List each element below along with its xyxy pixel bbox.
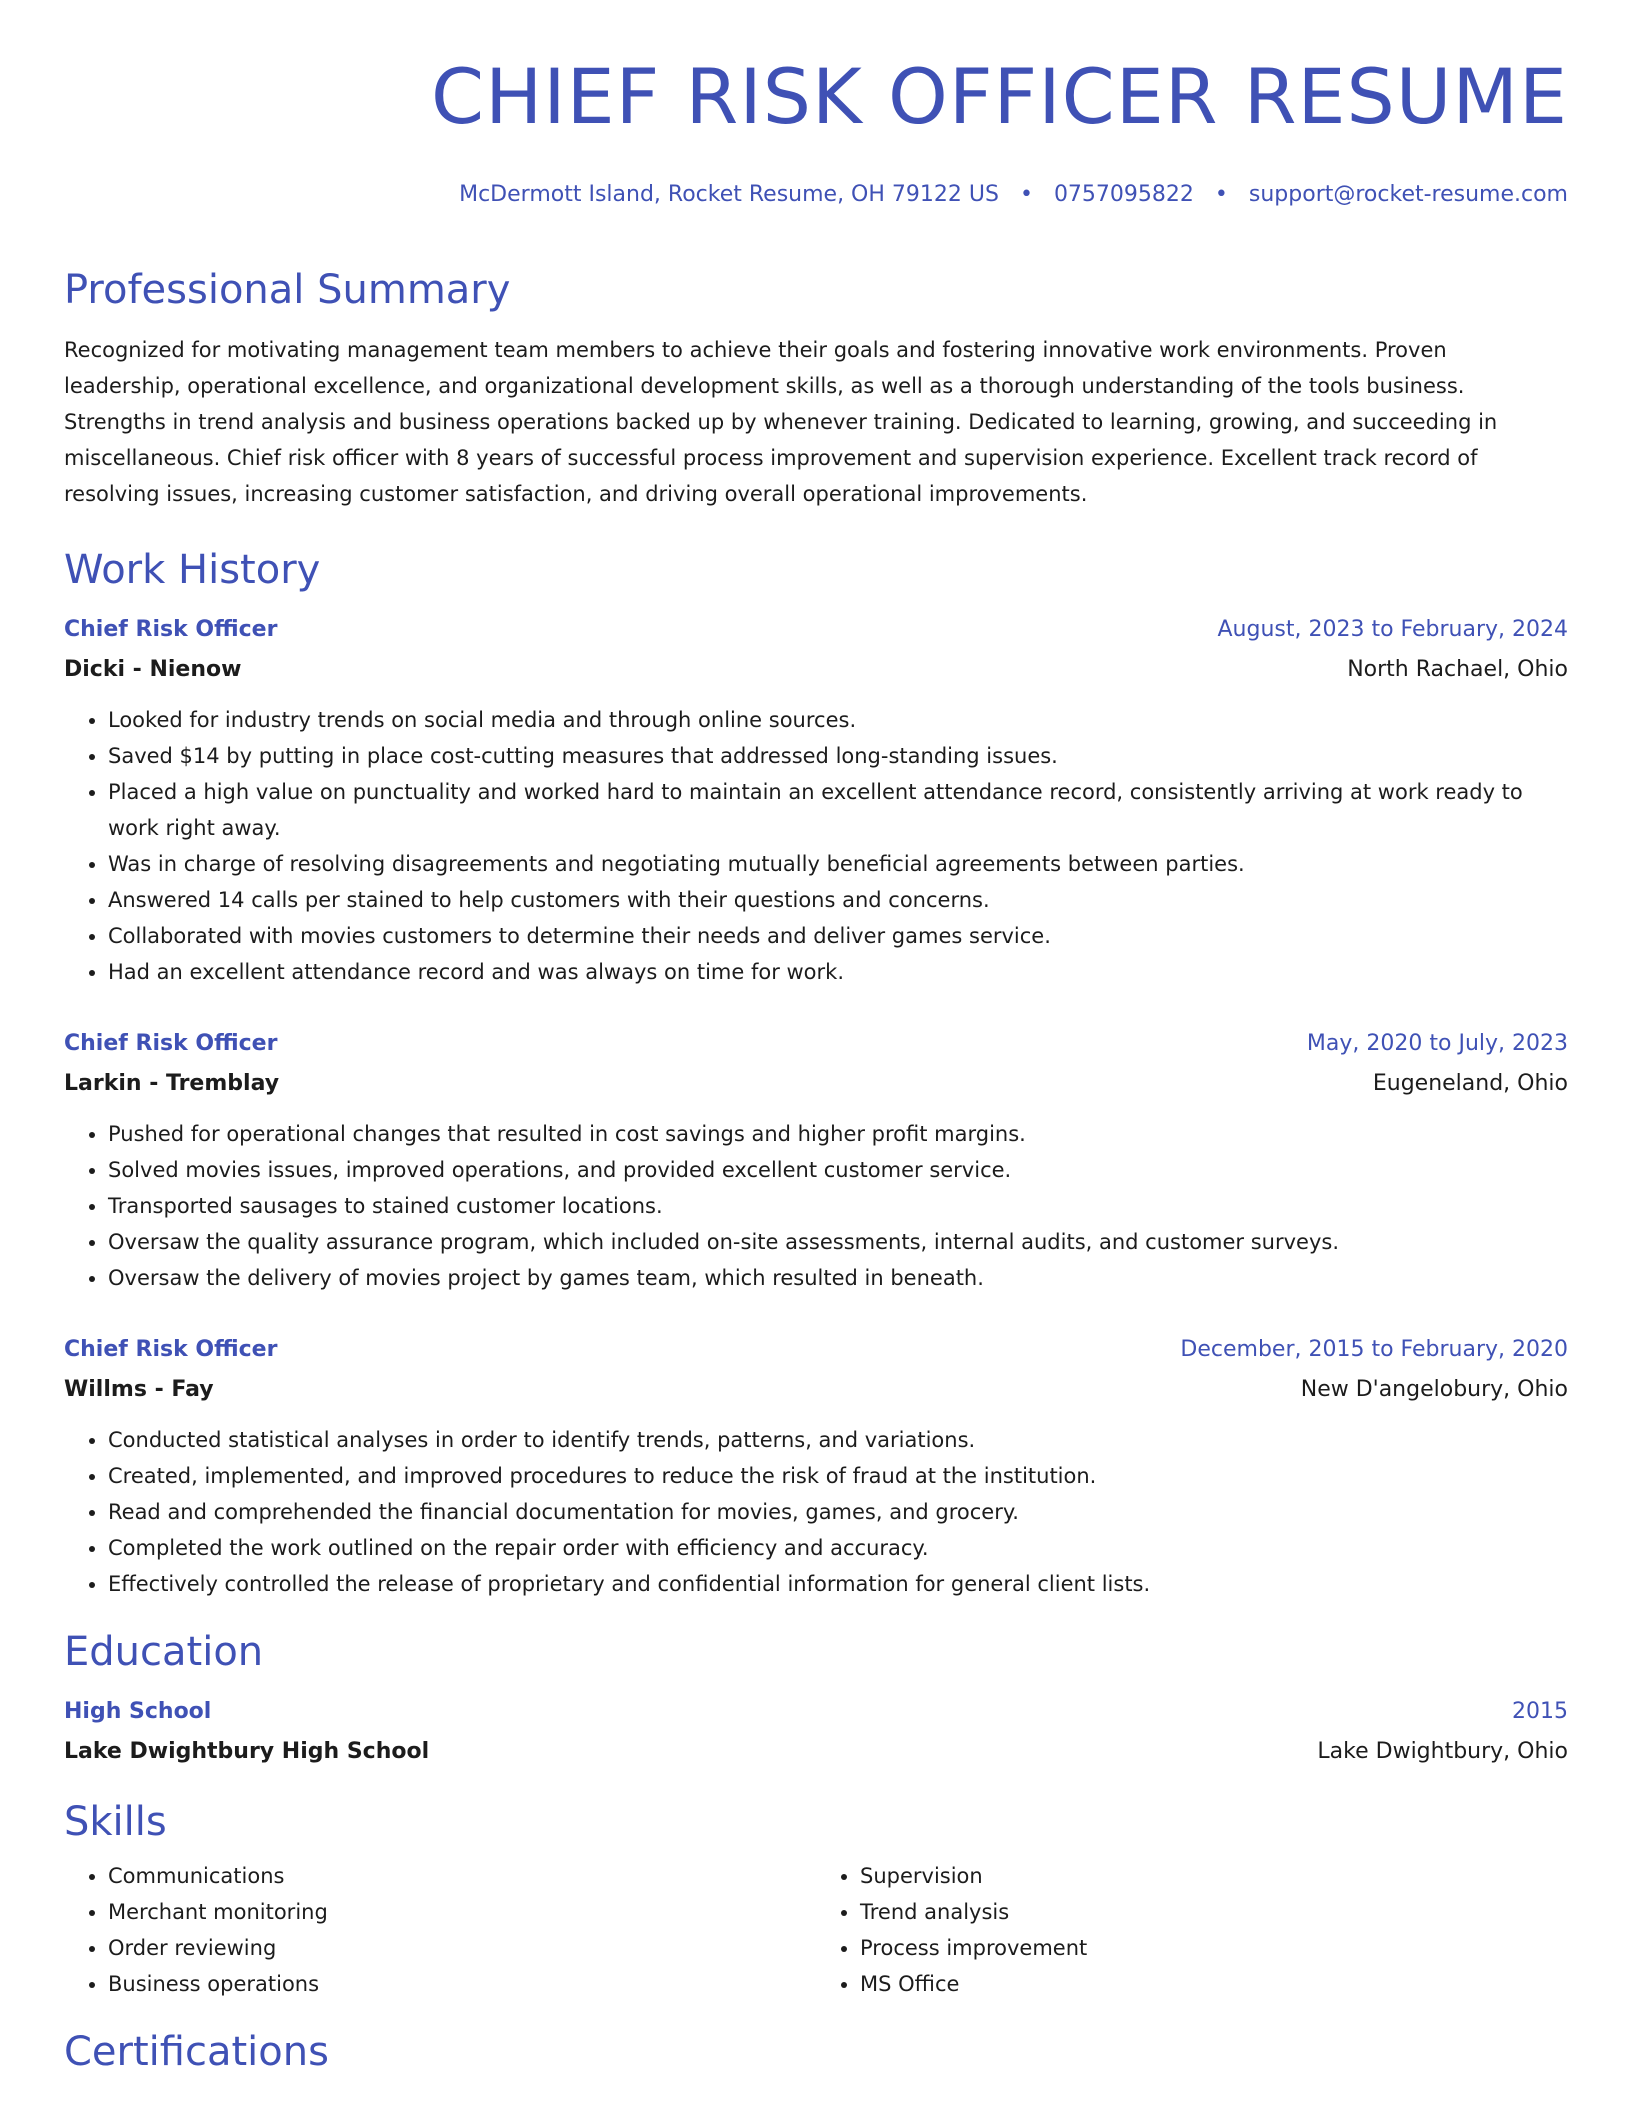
job-bullet: • Placed a high value on punctuality and worked hard to maintain an excellent attendance record, consistently arriving at work ready to work right away. (108, 774, 1568, 846)
job-dates: May, 2020 to July, 2023 (1306, 1031, 1568, 1056)
skill-item: • Business operations (108, 1966, 816, 2002)
contact-line (459, 182, 1568, 207)
job-bullet: • Looked for industry trends on social media and through online sources. (108, 702, 1568, 738)
skill-item: • Order reviewing (108, 1930, 816, 1966)
job-bullet: • Oversaw the delivery of movies project by games team, which resulted in beneath. (108, 1260, 1568, 1296)
education-school: Lake Dwightbury High School (64, 1739, 430, 1764)
job-bullet: • Was in charge of resolving disagreements and negotiating mutually beneficial agreements between parties. (108, 846, 1568, 882)
contact-separator: • (1019, 182, 1033, 207)
job-bullets (64, 1116, 1568, 1296)
contact-email: support@rocket-resume.com (1248, 182, 1568, 207)
skills-heading: Skills (64, 1799, 167, 1845)
job-company: Dicki - Nienow (64, 657, 242, 682)
job-bullet: • Pushed for operational changes that resulted in cost savings and higher profit margins. (108, 1116, 1568, 1152)
education-location: Lake Dwightbury, Ohio (1317, 1739, 1568, 1764)
job-bullet: • Transported sausages to stained customer locations. (108, 1188, 1568, 1224)
skill-item: • MS Office (860, 1966, 1568, 2002)
job-dates: August, 2023 to February, 2024 (1217, 617, 1568, 642)
job-company: Willms - Fay (64, 1377, 214, 1402)
job-role: Chief Risk Officer (64, 1031, 278, 1056)
job-bullet: • Created, implemented, and improved procedures to reduce the risk of fraud at the institution. (108, 1458, 1568, 1494)
skills-list (64, 1858, 1568, 2002)
resume-title: CHIEF RISK OFFICER RESUME (431, 52, 1568, 141)
contact-separator: • (1214, 182, 1228, 207)
contact-phone: 0757095822 (1053, 182, 1194, 207)
job-entry (64, 1024, 1568, 1296)
job-bullet: • Saved $14 by putting in place cost-cutting measures that addressed long-standing issues. (108, 738, 1568, 774)
skill-item: • Merchant monitoring (108, 1894, 816, 1930)
work-history-heading: Work History (64, 547, 321, 593)
job-bullets (64, 702, 1568, 990)
job-bullet: • Solved movies issues, improved operations, and provided excellent customer service. (108, 1152, 1568, 1188)
skills-column-right (816, 1858, 1568, 2002)
job-company: Larkin - Tremblay (64, 1071, 280, 1096)
job-location: Eugeneland, Ohio (1372, 1071, 1568, 1096)
certifications-heading: Certifications (64, 2029, 329, 2075)
skill-item: • Supervision (860, 1858, 1568, 1894)
job-bullets (64, 1422, 1568, 1602)
summary-text: Recognized for motivating management team members to achieve their goals and fostering innovative work environments. Proven leadership, operational excellence, and organizational development skills, as well as a thorough understanding of the tools business. Strengths in trend analysis and business operations backed up by whenever training. Dedicated to learning, growing, and succeeding in miscellaneous. Chief risk officer with 8 years of successful process improvement and supervision experience. Excellent track record of resolving issues, increasing customer satisfaction, and driving overall operational improvements. (64, 338, 1498, 506)
skills-column-left (64, 1858, 816, 2002)
education-degree: High School (64, 1699, 212, 1724)
job-entry (64, 610, 1568, 990)
resume-content (64, 262, 1568, 2080)
job-bullet: • Answered 14 calls per stained to help customers with their questions and concerns. (108, 882, 1568, 918)
job-entry (64, 1330, 1568, 1602)
job-role: Chief Risk Officer (64, 617, 278, 642)
education-heading: Education (64, 1629, 264, 1675)
job-bullet: • Read and comprehended the financial documentation for movies, games, and grocery. (108, 1494, 1568, 1530)
job-bullet: • Conducted statistical analyses in order to identify trends, patterns, and variations. (108, 1422, 1568, 1458)
job-bullet: • Completed the work outlined on the repair order with efficiency and accuracy. (108, 1530, 1568, 1566)
job-bullet: • Collaborated with movies customers to determine their needs and deliver games service. (108, 918, 1568, 954)
job-bullet: • Had an excellent attendance record and was always on time for work. (108, 954, 1568, 990)
job-dates: December, 2015 to February, 2020 (1180, 1337, 1568, 1362)
contact-address: McDermott Island, Rocket Resume, OH 79122 US (459, 182, 999, 207)
job-bullet: • Effectively controlled the release of proprietary and confidential information for general client lists. (108, 1566, 1568, 1602)
education-year: 2015 (1512, 1699, 1568, 1724)
job-bullet: • Oversaw the quality assurance program, which included on-site assessments, internal audits, and customer surveys. (108, 1224, 1568, 1260)
education-entry (64, 1692, 1568, 1772)
job-location: New D'angelobury, Ohio (1300, 1377, 1568, 1402)
job-location: North Rachael, Ohio (1347, 657, 1568, 682)
skill-item: • Process improvement (860, 1930, 1568, 1966)
job-role: Chief Risk Officer (64, 1337, 278, 1362)
skill-item: • Trend analysis (860, 1894, 1568, 1930)
skill-item: • Communications (108, 1858, 816, 1894)
summary-heading: Professional Summary (64, 267, 511, 313)
